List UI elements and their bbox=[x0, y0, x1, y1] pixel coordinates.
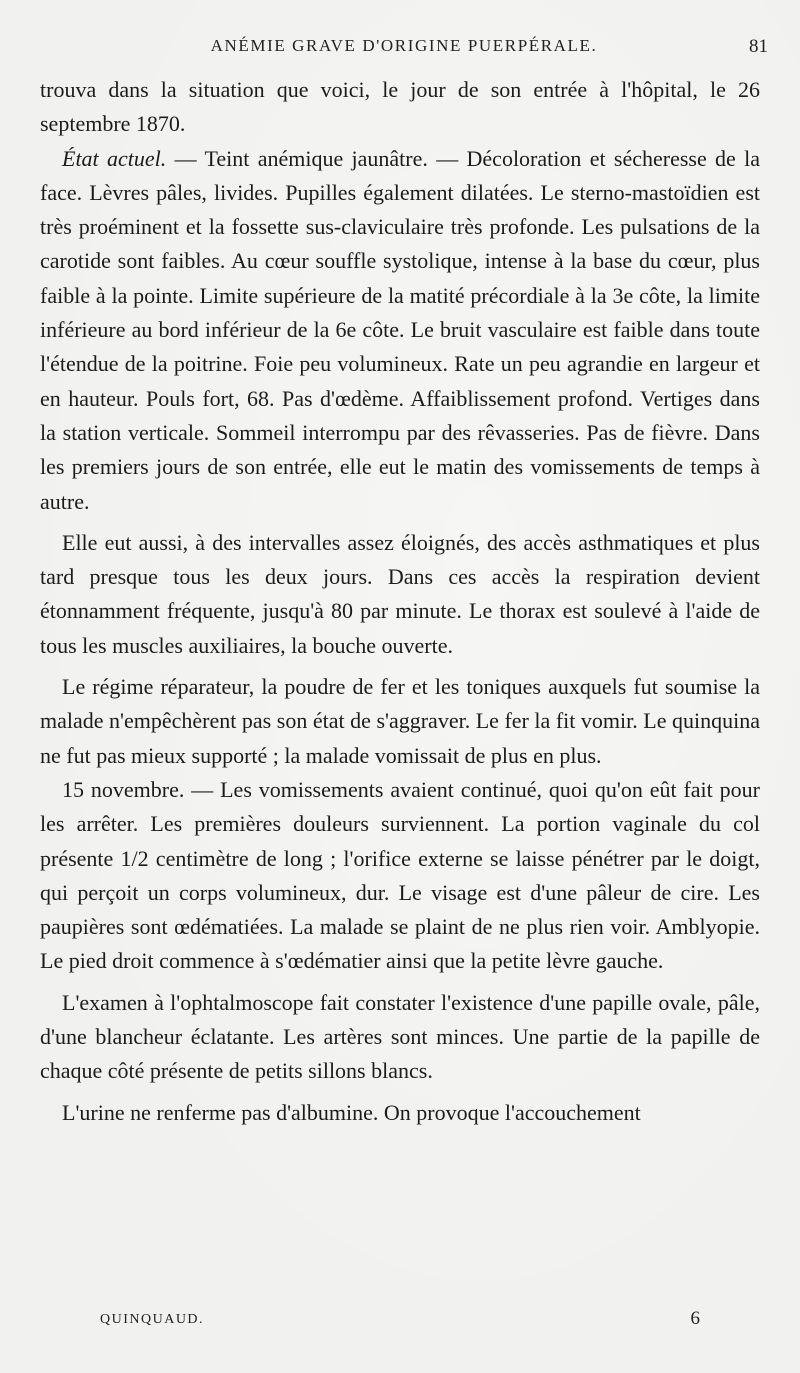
body-text bbox=[40, 73, 760, 1130]
page-number: 81 bbox=[749, 36, 768, 57]
paragraph-2 bbox=[40, 142, 760, 519]
paragraph-1: trouva dans la situation que voici, le jour de son entrée à l'hôpital, le 26 septembre 1870. bbox=[40, 77, 760, 137]
running-head bbox=[40, 36, 768, 60]
section-lead: État actuel. bbox=[62, 145, 167, 171]
paragraph-4: Le régime réparateur, la poudre de fer et les toniques auxquels fut soumise la malade n'empêchèrent pas son état de s'aggraver. Le fer la fit vomir. Le quinquina ne fut pas mieux supporté ; la malade vomissait de plus en plus. bbox=[40, 674, 760, 768]
paragraph-6: L'examen à l'ophtalmoscope fait constater l'existence d'une papille ovale, pâle, d'une blancheur éclatante. Les artères sont minces. Une partie de la papille de chaque côté présente de petits sillons blancs. bbox=[40, 989, 760, 1084]
signature-number: 6 bbox=[690, 1308, 700, 1329]
paragraph-5: 15 novembre. — Les vomissements avaient continué, quoi qu'on eût fait pour les arrêter. Les premières douleurs surviennent. La portion vaginale du col présente 1/2 centimètre de long ; l'orifice externe se laisse pénétrer par le doigt, qui perçoit un corps volumineux, dur. Le visage est d'une pâleur de cire. Les paupières sont œdématiées. La malade se plaint de ne plus rien voir. Amblyopie. Le pied droit commence à s'œdématier ainsi que la petite lèvre gauche. bbox=[40, 776, 760, 974]
signature-mark: QUINQUAUD. bbox=[100, 1312, 205, 1327]
paragraph-7: L'urine ne renferme pas d'albumine. On provoque l'accouchement bbox=[62, 1099, 641, 1125]
paragraph-2-text: — Teint anémique jaunâtre. — Décoloration et sécheresse de la face. Lèvres pâles, livides. Pupilles également dilatées. Le sterno-mastoïdien est très proéminent et la fossette sus-claviculaire très profonde. Les pulsations de la carotide sont faibles. Au cœur souffle systolique, intense à la base du cœur, plus faible à la pointe. Limite supérieure de la matité précordiale à la 3e côte, la limite inférieure au bord inférieur de la 6e côte. Le bruit vasculaire est faible dans toute l'étendue de la poitrine. Foie peu volumineux. Rate un peu agrandie en largeur et en hauteur. Pouls fort, 68. Pas d'œdème. Affaiblissement profond. Vertiges dans la station verticale. Sommeil interrompu par des rêvasseries. Pas de fièvre. Dans les premiers jours de son entrée, elle eut le matin des vomissements de temps à autre. bbox=[40, 145, 761, 514]
running-title: ANÉMIE GRAVE D'ORIGINE PUERPÉRALE. bbox=[210, 36, 598, 55]
paragraph-3: Elle eut aussi, à des intervalles assez éloignés, des accès asthmatiques et plus tard presque tous les deux jours. Dans ces accès la respiration devient étonnamment fréquente, jusqu'à 80 par minute. Le thorax est soulevé à l'aide de tous les muscles auxiliaires, la bouche ouverte. bbox=[40, 529, 760, 658]
page-footer bbox=[100, 1308, 700, 1336]
